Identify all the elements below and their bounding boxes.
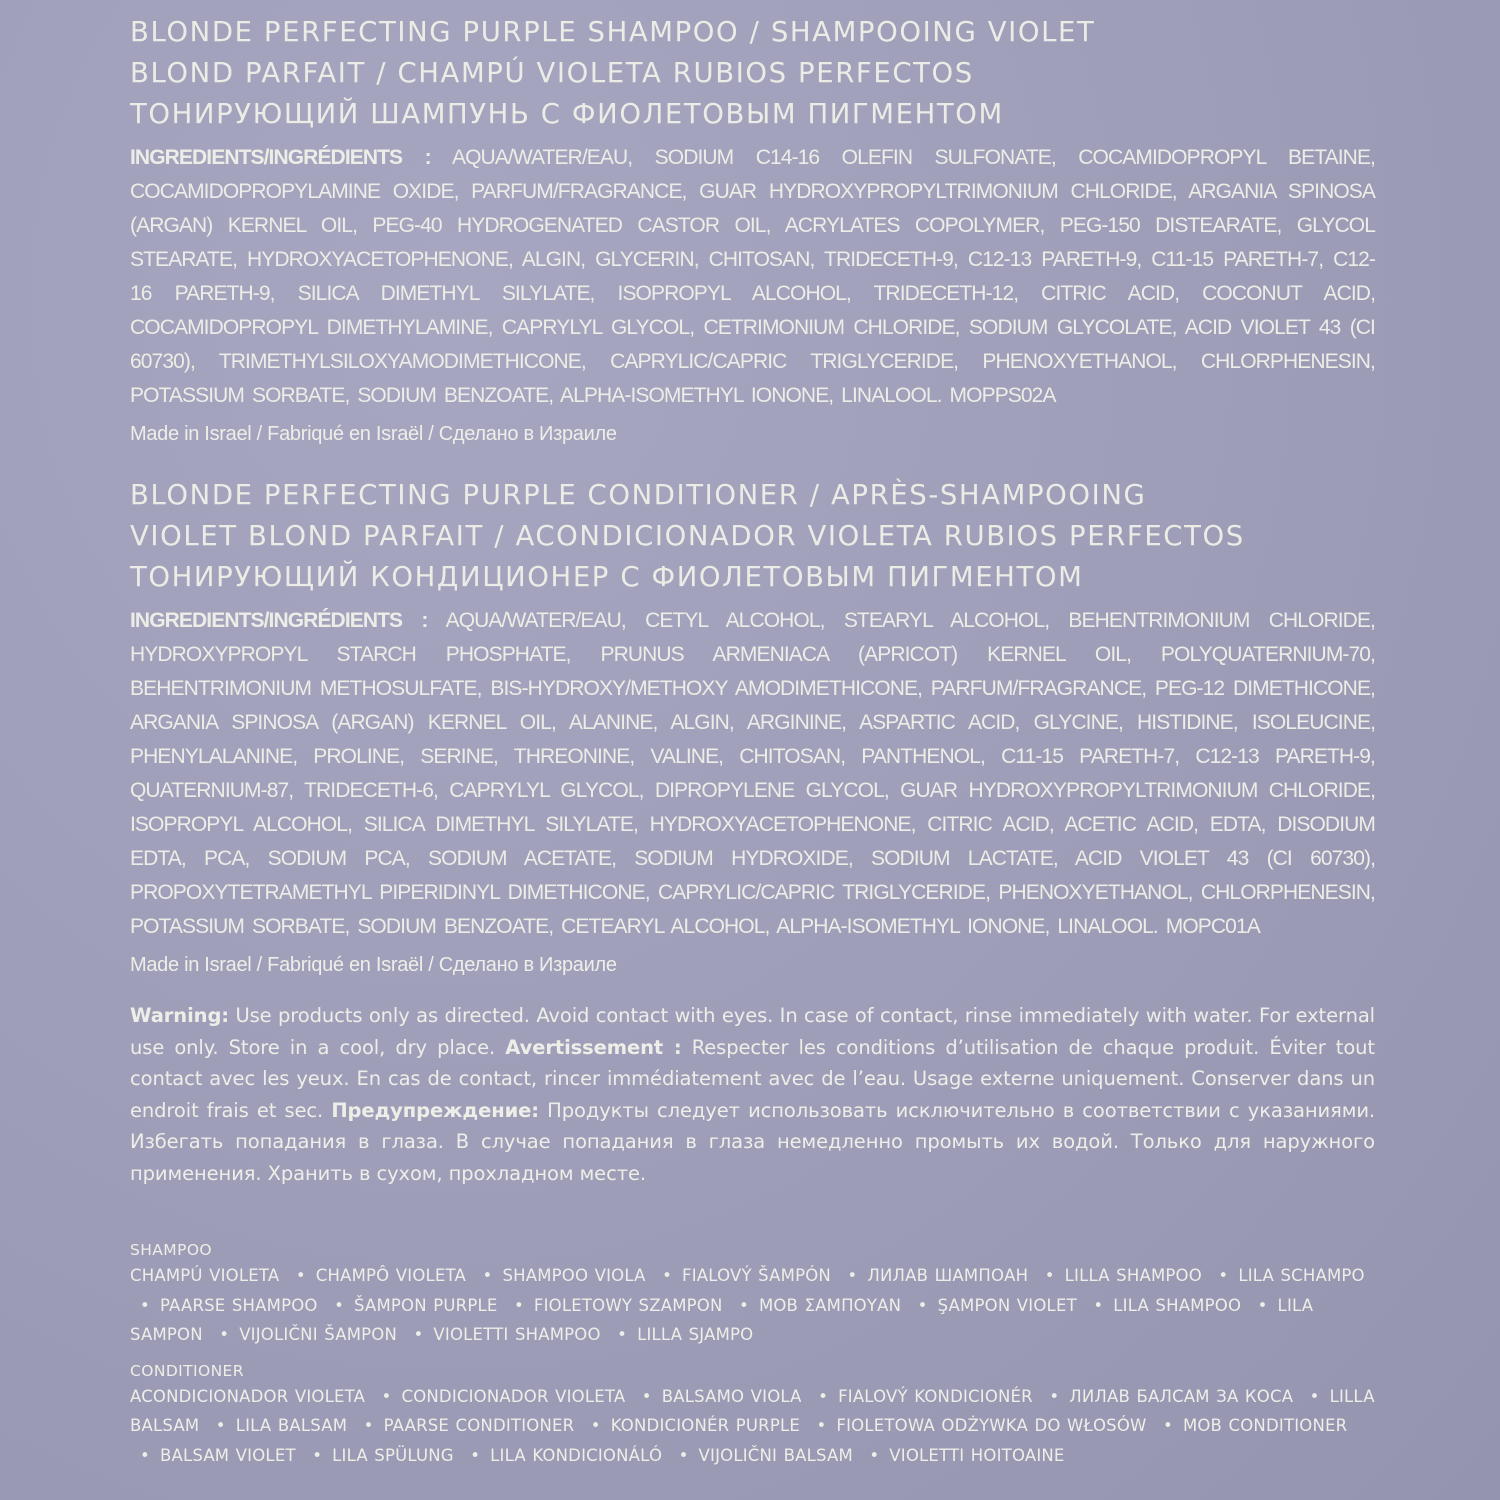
bullet-separator: • [513,1295,524,1315]
bullet-separator: • [1163,1416,1173,1435]
shampoo-translation-item: FIOLETOWY SZAMPON [533,1295,723,1315]
bullet-separator: • [219,1325,230,1344]
shampoo-translation-item: PAARSE SHAMPOO [159,1295,318,1315]
conditioner-translation-item: VIOLETTI HOITOAINE [889,1445,1065,1465]
shampoo-translations [130,1239,1375,1350]
bullet-separator: • [917,1295,928,1315]
conditioner-translation-item: ACONDICIONADOR VIOLETA [130,1386,366,1406]
bullet-separator: • [312,1445,323,1465]
bullet-separator: • [140,1445,150,1465]
warning-en-label: Warning: [130,1004,229,1027]
bullet-separator: • [739,1295,749,1315]
shampoo-translation-item: VIJOLIČNI ŠAMPON [239,1325,398,1344]
shampoo-title-line-1: BLONDE PERFECTING PURPLE SHAMPOO / SHAMPOOING VIOLET [130,16,1096,48]
warning-paragraph [130,1000,1375,1189]
shampoo-translation-item: LILA SHAMPOO [1113,1295,1242,1315]
shampoo-translation-item: CHAMPÚ VIOLETA [130,1266,280,1285]
conditioner-translations-list [130,1382,1375,1471]
conditioner-ingredients-label: INGREDIENTS/INGRÉDIENTS : [130,609,428,632]
shampoo-section [130,12,1375,447]
bullet-separator: • [1044,1266,1055,1285]
shampoo-translation-item: ŞAMPON VIOLET [937,1295,1077,1315]
conditioner-translation-item: LILLA BALSAM [130,1386,1375,1435]
shampoo-translations-list [130,1261,1375,1350]
conditioner-translations-heading: CONDITIONER [130,1361,244,1380]
bullet-separator: • [641,1386,652,1406]
shampoo-translation-item: LILA SAMPON [130,1295,1314,1344]
bullet-separator: • [381,1386,392,1406]
shampoo-translation-item: LILLA SJAMPO [637,1325,754,1344]
bullet-separator: • [363,1416,374,1435]
bullet-separator: • [140,1295,150,1315]
conditioner-translation-item: LILA KONDICIONÁLÓ [490,1445,663,1465]
bullet-separator: • [816,1416,827,1435]
warning-ru-label: Предупреждение: [331,1098,539,1122]
conditioner-title-line-1: BLONDE PERFECTING PURPLE CONDITIONER / APRÈS-SHAMPOOING [130,479,1147,511]
warning-fr-label: Avertissement : [505,1035,682,1059]
bullet-separator: • [590,1416,601,1435]
bullet-separator: • [1093,1295,1104,1315]
shampoo-translation-item: LILLA SHAMPOO [1064,1266,1202,1285]
conditioner-translation-item: ΜΟΒ CONDITIONER [1182,1416,1348,1435]
shampoo-ingredients-label: INGREDIENTS/INGRÉDIENTS : [130,146,431,169]
conditioner-translation-item: BALSAM VIOLET [159,1445,296,1465]
shampoo-ingredients [130,141,1375,413]
bullet-separator: • [847,1266,858,1285]
shampoo-translation-item: ΜΟΒ ΣΑΜΠΟΥΑΝ [758,1295,902,1315]
shampoo-translation-item: SHAMPOO VIOLA [502,1266,646,1285]
conditioner-translation-item: BALSAMO VIOLA [661,1386,802,1406]
shampoo-title-line-2: BLOND PARFAIT / CHAMPÚ VIOLETA RUBIOS PERFECTOS [130,57,974,89]
conditioner-translation-item: VIJOLIČNI BALSAM [698,1445,853,1465]
bullet-separator: • [678,1445,689,1465]
conditioner-translations [130,1360,1375,1471]
conditioner-ingredients [130,604,1375,944]
bullet-separator: • [617,1325,628,1344]
bullet-separator: • [1218,1266,1229,1285]
packaging-label [130,12,1375,1470]
conditioner-ingredients-text: AQUA/WATER/EAU, CETYL ALCOHOL, STEARYL ALCOHOL, BEHENTRIMONIUM CHLORIDE, HYDROXYPROPYL STARCH PHOSPHATE, PRUNUS ARMENIACA (APRICOT) KERNEL OIL, POLYQUATERNIUM-70, BEHENTRIMONIUM METHOSULFATE, BIS-HYDROXY/METHOXY AMODIMETHICONE, PARFUM/FRAGRANCE, PEG-12 DIMETHICONE, ARGANIA SPINOSA (ARGAN) KERNEL OIL, ALANINE, ALGIN, ARGININE, ASPARTIC ACID, GLYCINE, HISTIDINE, ISOLEUCINE, PHENYLALANINE, PROLINE, SERINE, THREONINE, VALINE, CHITOSAN, PANTHENOL, C11-15 PARETH-7, C12-13 PARETH-9, QUATERNIUM-87, TRIDECETH-6, CAPRYLYL GLYCOL, DIPROPYLENE GLYCOL, GUAR HYDROXYPROPYLTRIMONIUM CHLORIDE, ISOPROPYL ALCOHOL, SILICA DIMETHYL SILYLATE, HYDROXYACETOPHENONE, CITRIC ACID, ACETIC ACID, EDTA, DISODIUM EDTA, PCA, SODIUM PCA, SODIUM ACETATE, SODIUM HYDROXIDE, SODIUM LACTATE, ACID VIOLET 43 (CI 60730), PROPOXYTETRAMETHYL PIPERIDINYL DIMETHICONE, CAPRYLIC/CAPRIC TRIGLYCERIDE, PHENOXYETHANOL, CHLORPHENESIN, POTASSIUM SORBATE, SODIUM BENZOATE, CETEARYL ALCOHOL, ALPHA-ISOMETHYL IONONE, LINALOOL. MOPC01A [130,609,1375,938]
conditioner-title-line-2: VIOLET BLOND PARFAIT / ACONDICIONADOR VIOLETA RUBIOS PERFECTOS [130,520,1245,552]
bullet-separator: • [1257,1295,1268,1315]
bullet-separator: • [1309,1386,1320,1406]
shampoo-title-line-3: ТОНИРУЮЩИЙ ШАМПУНЬ С ФИОЛЕТОВЫМ ПИГМЕНТОМ [130,98,1004,130]
bullet-separator: • [818,1386,829,1406]
conditioner-translation-item: PAARSE CONDITIONER [383,1416,575,1435]
bullet-separator: • [482,1266,493,1285]
bullet-separator: • [413,1325,424,1344]
bullet-separator: • [662,1266,673,1285]
shampoo-ingredients-text: AQUA/WATER/EAU, SODIUM C14-16 OLEFIN SULFONATE, COCAMIDOPROPYL BETAINE, COCAMIDOPROPYLAMINE OXIDE, PARFUM/FRAGRANCE, GUAR HYDROXYPROPYLTRIMONIUM CHLORIDE, ARGANIA SPINOSA (ARGAN) KERNEL OIL, PEG-40 HYDROGENATED CASTOR OIL, ACRYLATES COPOLYMER, PEG-150 DISTEARATE, GLYCOL STEARATE, HYDROXYACETOPHENONE, ALGIN, GLYCERIN, CHITOSAN, TRIDECETH-9, C12-13 PARETH-9, C11-15 PARETH-7, C12-16 PARETH-9, SILICA DIMETHYL SILYLATE, ISOPROPYL ALCOHOL, TRIDECETH-12, CITRIC ACID, COCONUT ACID, COCAMIDOPROPYL DIMETHYLAMINE, CAPRYLYL GLYCOL, CETRIMONIUM CHLORIDE, SODIUM GLYCOLATE, ACID VIOLET 43 (CI 60730), TRIMETHYLSILOXYAMODIMETHICONE, CAPRYLIC/CAPRIC TRIGLYCERIDE, PHENOXYETHANOL, CHLORPHENESIN, POTASSIUM SORBATE, SODIUM BENZOATE, ALPHA-ISOMETHYL IONONE, LINALOOL. MOPPS02A [130,146,1375,407]
bullet-separator: • [215,1416,226,1435]
bullet-separator: • [334,1295,344,1315]
conditioner-translation-item: KONDICIONÉR PURPLE [610,1416,801,1435]
shampoo-made-in: Made in Israel / Fabriqué en Israël / Сделано в Израиле [130,423,617,445]
warning-ru-text: Продукты следует использовать исключительно в соответствии с указаниями. Избегать попадания в глаза. В случае попадания в глаза немедленно промыть их водой. Только для наружного применения. Хранить в сухом, прохладном месте. [130,1098,1375,1185]
shampoo-translation-item: VIOLETTI SHAMPOO [433,1325,601,1344]
conditioner-section [130,475,1375,978]
bullet-separator: • [295,1266,306,1285]
shampoo-translation-item: CHAMPÔ VIOLETA [315,1266,467,1285]
shampoo-translation-item: FIALOVÝ ŠAMPÓN [682,1266,831,1285]
conditioner-translation-item: ЛИЛАВ БАЛСАМ ЗА КОСА [1069,1386,1294,1406]
conditioner-translation-item: FIALOVÝ KONDICIONÉR [838,1386,1033,1406]
warning-fr-text: Respecter les conditions d’utilisation de chaque produit. Éviter tout contact avec les yeux. En cas de contact, rincer immédiatement avec de l’eau. Usage externe uniquement. Conserver dans un endroit frais et sec. [130,1035,1375,1122]
conditioner-made-in: Made in Israel / Fabriqué en Israël / Сделано в Израиле [130,954,617,976]
bullet-separator: • [869,1445,880,1465]
shampoo-translation-item: LILA SCHAMPO [1238,1266,1365,1285]
bullet-separator: • [1049,1386,1060,1406]
conditioner-translation-item: CONDICIONADOR VIOLETA [401,1386,626,1406]
conditioner-translation-item: LILA BALSAM [235,1416,348,1435]
bullet-separator: • [470,1445,481,1465]
conditioner-translation-item: LILA SPÜLUNG [332,1445,454,1465]
conditioner-title-line-3: ТОНИРУЮЩИЙ КОНДИЦИОНЕР С ФИОЛЕТОВЫМ ПИГМЕНТОМ [130,561,1084,593]
shampoo-translations-heading: SHAMPOO [130,1241,213,1259]
shampoo-translation-item: ŠAMPON PURPLE [354,1295,498,1315]
warning-en-text: Use products only as directed. Avoid contact with eyes. In case of contact, rinse immediately with water. For external use only. Store in a cool, dry place. [130,1004,1375,1059]
shampoo-translation-item: ЛИЛАВ ШАМПОАН [867,1266,1029,1285]
conditioner-translation-item: FIOLETOWA ODŻYWKA DO WŁOSÓW [836,1416,1147,1435]
